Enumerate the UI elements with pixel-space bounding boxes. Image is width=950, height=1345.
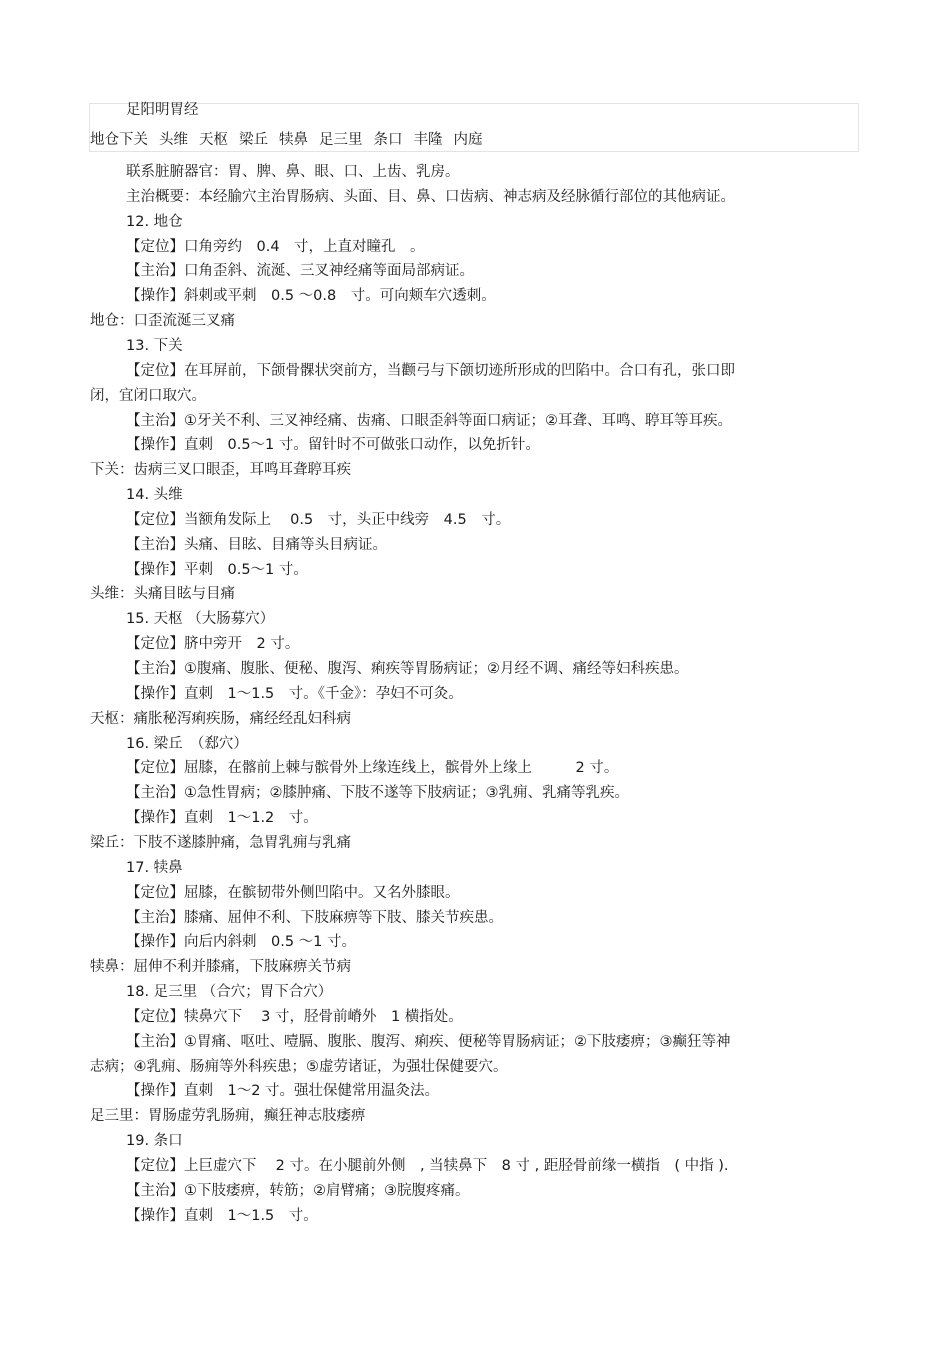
acupoint-name: 头维 — [159, 132, 188, 148]
text-line: 【操作】斜刺或平刺 0.5 ～0.8 寸。可向颊车穴透刺。 — [126, 288, 496, 304]
text-line: 【主治】①急性胃病；②膝肿痛、下肢不遂等下肢病证；③乳痈、乳痛等乳疾。 — [126, 785, 629, 801]
acupoint-name: 内庭 — [453, 132, 483, 148]
text-line: 13. 下关 — [126, 338, 183, 354]
mnemonic-line: 梁丘：下肢不遂膝肿痛，急胃乳痈与乳痛 — [90, 835, 351, 851]
text-line: 12. 地仓 — [126, 214, 183, 230]
text-line: 17. 犊鼻 — [126, 860, 183, 876]
mnemonic-line: 下关：齿病三叉口眼歪，耳鸣耳聋聤耳疾 — [90, 462, 351, 478]
text-line: 【主治】①腹痛、腹胀、便秘、腹泻、痢疾等胃肠病证；②月经不调、痛经等妇科疾患。 — [126, 661, 689, 677]
text-line: 【定位】屈膝，在髂前上棘与髌骨外上缘连线上，髌骨外上缘上 2 寸。 — [126, 760, 619, 776]
mnemonic-line: 闭，宜闭口取穴。 — [90, 388, 206, 404]
text-line: 16. 梁丘 （郄穴） — [126, 736, 248, 752]
text-line: 【定位】脐中旁开 2 寸。 — [126, 636, 300, 652]
text-line: 【操作】向后内斜刺 0.5 ～1 寸。 — [126, 934, 357, 950]
mnemonic-line: 志病；④乳痈、肠痈等外科疾患；⑤虚劳诸证，为强壮保健要穴。 — [90, 1059, 508, 1075]
text-line: 【主治】口角歪斜、流涎、三叉神经痛等面局部病证。 — [126, 263, 474, 279]
mnemonic-line: 地仓：口歪流涎三叉痛 — [90, 313, 235, 329]
acupoint-name: 丰隆 — [413, 132, 443, 148]
text-line: 【操作】直刺 0.5～1 寸。留针时不可做张口动作，以免折针。 — [126, 437, 540, 453]
text-line: 【主治】①牙关不利、三叉神经痛、齿痛、口眼歪斜等面口病证；②耳聋、耳鸣、聤耳等耳疾。 — [126, 413, 732, 429]
mnemonic-line: 头维：头痛目眩与目痛 — [90, 586, 235, 602]
text-line: 联系脏腑器官：胃、脾、鼻、眼、口、上齿、乳房。 — [126, 164, 460, 180]
acupoint-list — [90, 130, 494, 150]
acupoint-name: 条口 — [373, 132, 403, 148]
acupoint-name: 梁丘 — [239, 132, 268, 148]
text-line: 【定位】口角旁约 0.4 寸，上直对瞳孔 。 — [126, 239, 425, 255]
acupoint-name: 足三里 — [319, 132, 363, 148]
text-line: 【操作】直刺 1～1.5 寸。 — [126, 1208, 318, 1224]
text-line: 【主治】头痛、目眩、目痛等头目病证。 — [126, 537, 387, 553]
text-line: 19. 条口 — [126, 1133, 183, 1149]
text-line: 【主治】①胃痛、呕吐、噎膈、腹胀、腹泻、痢疾、便秘等胃肠病证；②下肢痿痹；③癫狂等神 — [126, 1034, 731, 1050]
text-line: 主治概要：本经腧穴主治胃肠病、头面、目、鼻、口齿病、神志病及经脉循行部位的其他病证。 — [126, 189, 735, 205]
meridian-title: 足阳明胃经 — [126, 102, 199, 118]
text-line: 【操作】直刺 1～1.5 寸。《千金》：孕妇不可灸。 — [126, 686, 463, 702]
text-line: 【主治】①下肢痿痹，转筋；②肩臂痛；③脘腹疼痛。 — [126, 1183, 470, 1199]
text-line: 18. 足三里 （合穴；胃下合穴） — [126, 984, 333, 1000]
text-line: 【主治】膝痛、屈伸不利、下肢麻痹等下肢、膝关节疾患。 — [126, 910, 503, 926]
mnemonic-line: 天枢：痛胀秘泻痢疾肠，痛经经乱妇科病 — [90, 711, 351, 727]
acupoint-name: 地仓下关 — [90, 132, 148, 148]
mnemonic-line: 足三里：胃肠虚劳乳肠痈，癫狂神志肢痿痹 — [90, 1108, 366, 1124]
text-line: 【定位】犊鼻穴下 3 寸，胫骨前嵴外 1 横指处。 — [126, 1009, 463, 1025]
text-line: 【定位】当额角发际上 0.5 寸，头正中线旁 4.5 寸。 — [126, 512, 511, 528]
text-line: 14. 头维 — [126, 487, 183, 503]
text-line: 【定位】屈膝，在髌韧带外侧凹陷中。又名外膝眼。 — [126, 885, 460, 901]
acupoint-name: 犊鼻 — [279, 132, 308, 148]
text-line: 【操作】直刺 1～2 寸。强壮保健常用温灸法。 — [126, 1083, 440, 1099]
text-line: 15. 天枢 （大肠募穴） — [126, 611, 275, 627]
acupoint-name: 天枢 — [199, 132, 228, 148]
text-line: 【操作】平刺 0.5～1 寸。 — [126, 562, 308, 578]
text-line: 【定位】在耳屏前，下颌骨髁状突前方，当颧弓与下颌切迹所形成的凹陷中。合口有孔，张口即 — [126, 363, 735, 379]
text-line: 【定位】上巨虚穴下 2 寸。在小腿前外侧 , 当犊鼻下 8 寸 , 距胫骨前缘一横指 ( 中指 ). — [126, 1158, 729, 1174]
mnemonic-line: 犊鼻：屈伸不利并膝痛，下肢麻痹关节病 — [90, 959, 351, 975]
text-line: 【操作】直刺 1～1.2 寸。 — [126, 810, 318, 826]
